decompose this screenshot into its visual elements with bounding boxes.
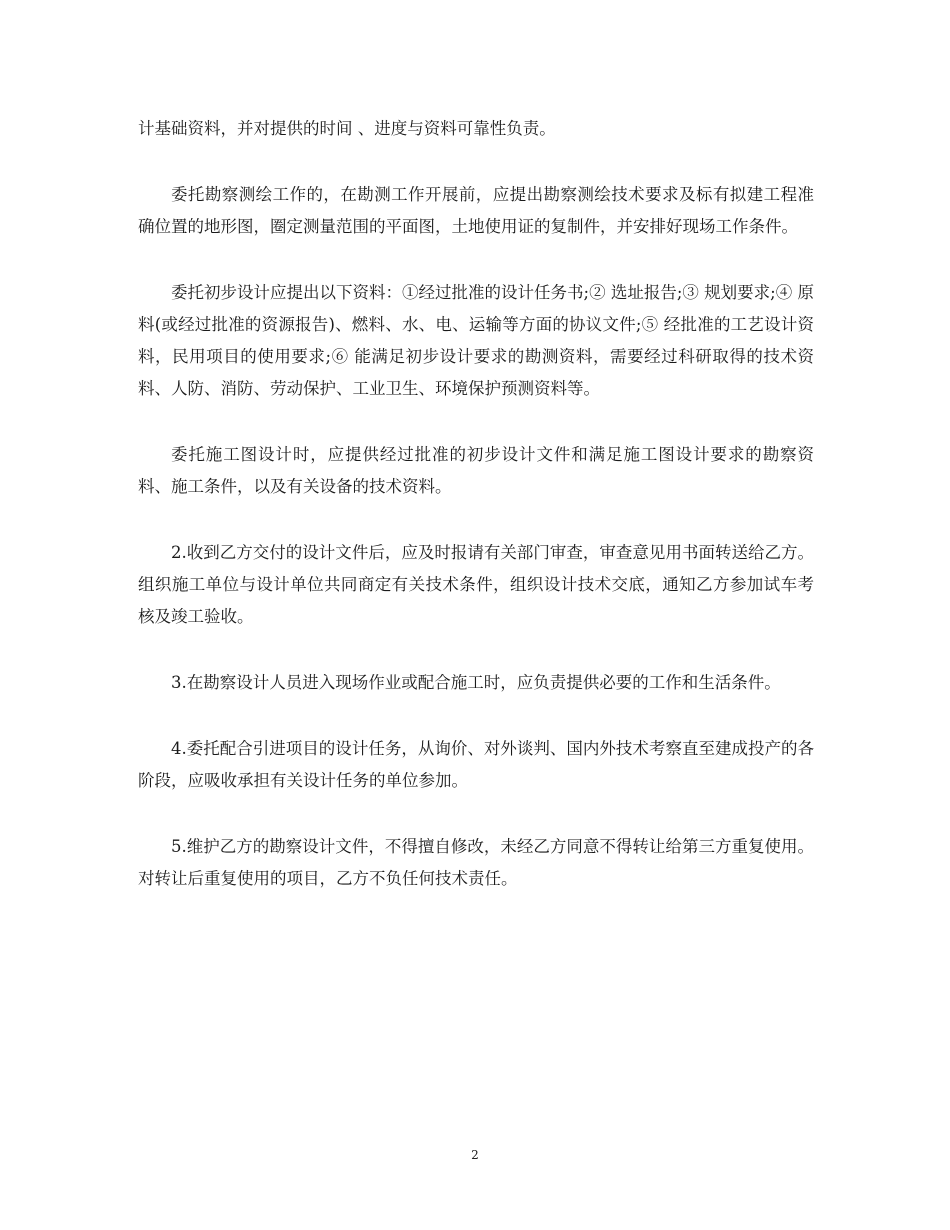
paragraph-preliminary-design: 委托初步设计应提出以下资料：①经过批准的设计任务书;② 选址报告;③ 规划要求;④ 原料(或经过批准的资源报告)、燃料、水、电、运输等方面的协议文件;⑤ 经批准的工艺设计资料，民用项目的使用要求;⑥ 能满足初步设计要求的勘测资料，需要经过科研取得的技术资料、人防、消防、劳动保护、工业卫生、环境保护预测资料等。	[138, 283, 814, 398]
paragraph-survey-commission: 委托勘察测绘工作的，在勘测工作开展前，应提出勘察测绘技术要求及标有拟建工程准确位置的地形图，圈定测量范围的平面图，土地使用证的复制件，并安排好现场工作条件。	[138, 185, 814, 236]
paragraph-item-2: 2.收到乙方交付的设计文件后，应及时报请有关部门审查，审查意见用书面转送给乙方。组织施工单位与设计单位共同商定有关技术条件，组织设计技术交底，通知乙方参加试车考核及竣工验收。	[138, 543, 814, 626]
document-body	[138, 113, 814, 929]
paragraph-item-4: 4.委托配合引进项目的设计任务，从询价、对外谈判、国内外技术考察直至建成投产的各阶段，应吸收承担有关设计任务的单位参加。	[138, 739, 814, 790]
paragraph-continuation: 计基础资料，并对提供的时间 、进度与资料可靠性负责。	[138, 119, 556, 138]
paragraph-item-3: 3.在勘察设计人员进入现场作业或配合施工时，应负责提供必要的工作和生活条件。	[171, 673, 781, 692]
paragraph-construction-drawing: 委托施工图设计时，应提供经过批准的初步设计文件和满足施工图设计要求的勘察资料、施工条件，以及有关设备的技术资料。	[138, 445, 814, 496]
paragraph-item-5: 5.维护乙方的勘察设计文件，不得擅自修改，未经乙方同意不得转让给第三方重复使用。对转让后重复使用的项目，乙方不负任何技术责任。	[138, 837, 814, 888]
page-number: 2	[471, 1148, 479, 1162]
